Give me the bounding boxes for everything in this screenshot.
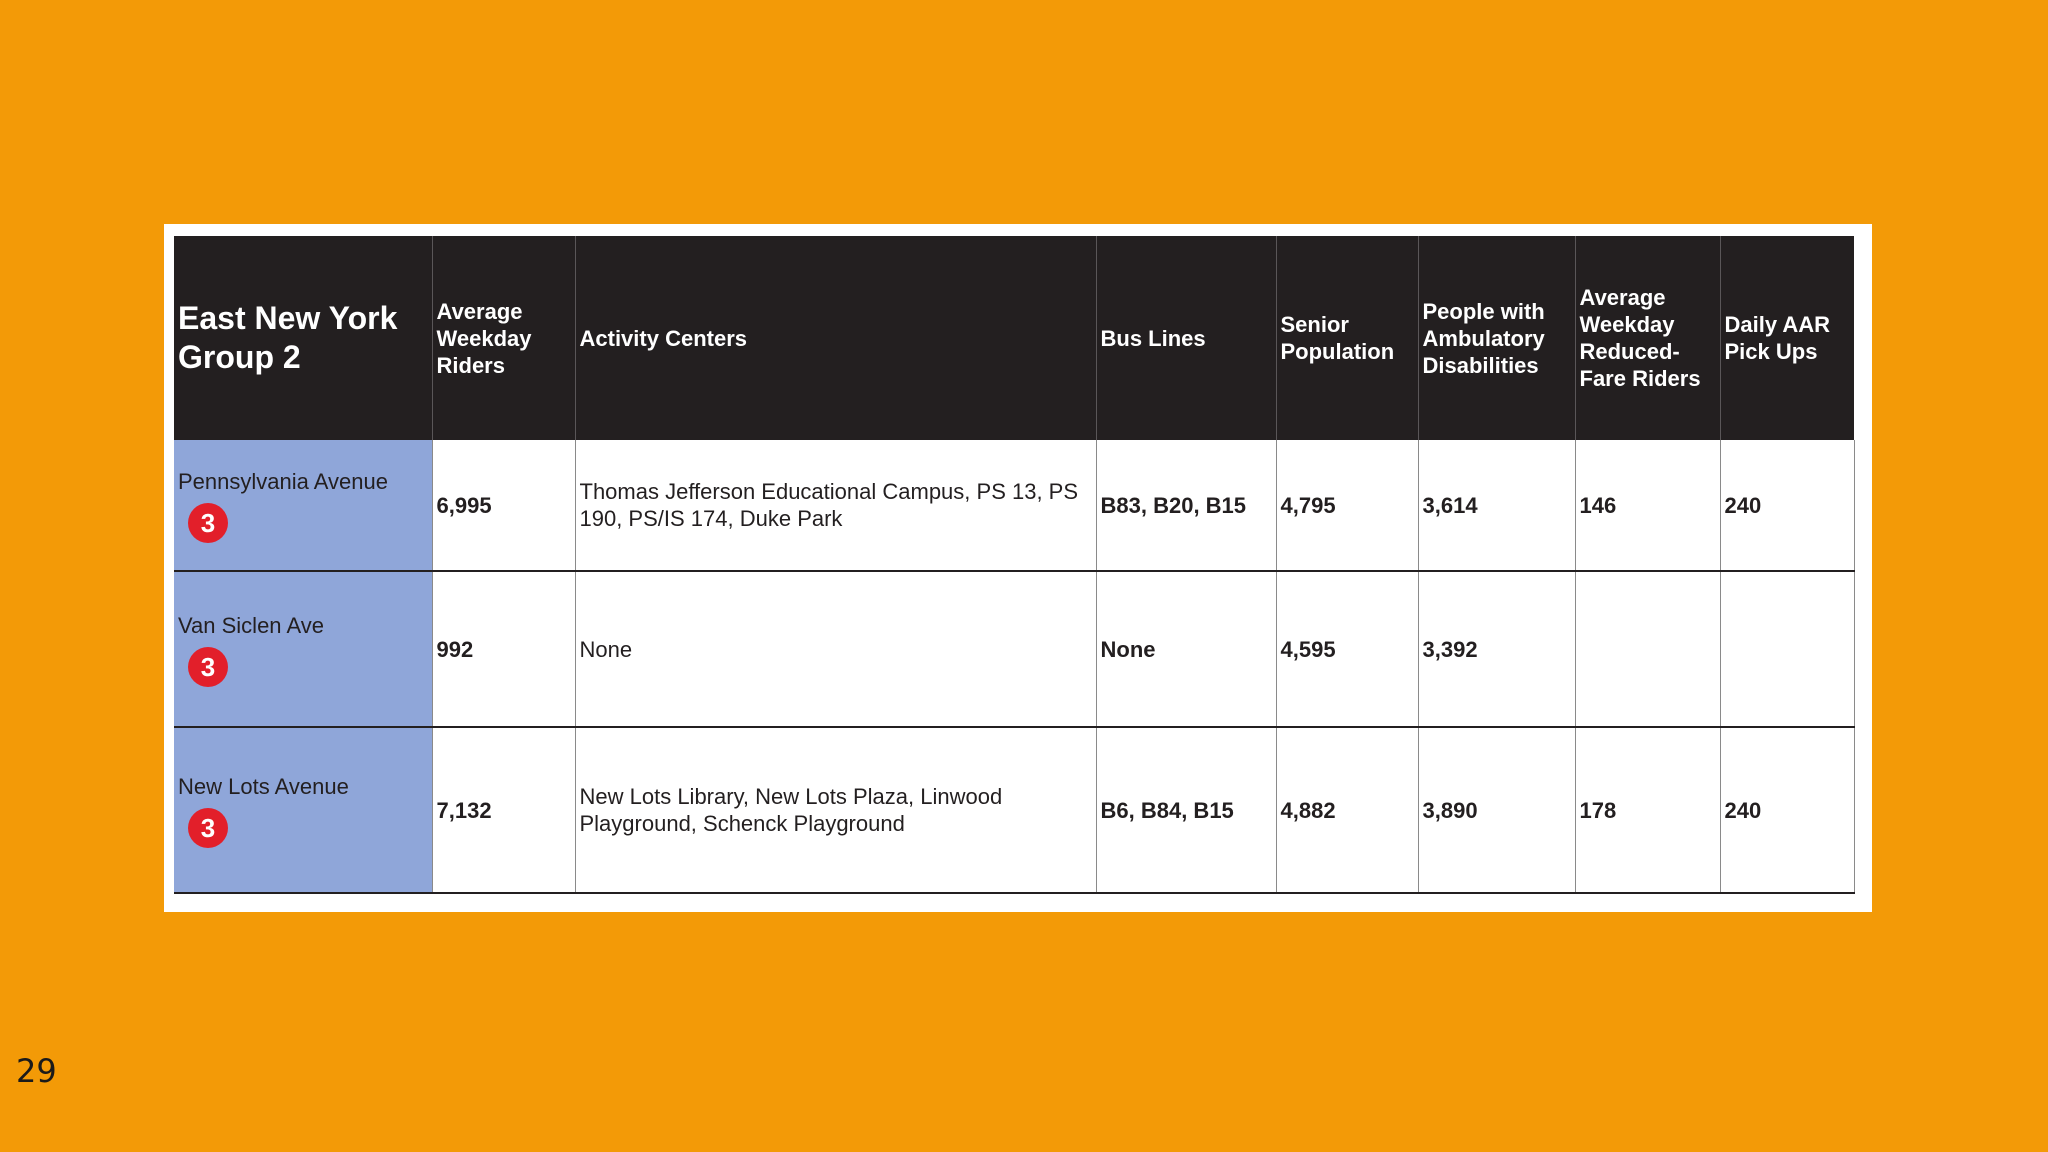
bus-lines-cell: B6, B84, B15 — [1096, 727, 1276, 893]
station-data-table — [174, 236, 1855, 894]
table-row — [174, 727, 1854, 893]
header-senior-population: Senior Population — [1276, 236, 1418, 440]
route-3-bullet-icon: 3 — [188, 808, 228, 848]
route-3-bullet-icon: 3 — [188, 503, 228, 543]
reduced-fare-riders-cell: 146 — [1575, 440, 1720, 571]
header-average-weekday-riders: Average Weekday Riders — [432, 236, 575, 440]
table-row — [174, 440, 1854, 571]
station-name: Van Siclen Ave — [178, 612, 324, 638]
ambulatory-disabilities-cell: 3,392 — [1418, 571, 1575, 727]
riders-cell: 7,132 — [432, 727, 575, 893]
station-cell — [174, 440, 432, 571]
senior-population-cell: 4,595 — [1276, 571, 1418, 727]
table-card — [164, 224, 1872, 912]
activity-centers-cell: Thomas Jefferson Educational Campus, PS 13, PS 190, PS/IS 174, Duke Park — [575, 440, 1096, 571]
senior-population-cell: 4,795 — [1276, 440, 1418, 571]
station-name: Pennsylvania Avenue — [178, 468, 388, 494]
route-3-bullet-icon: 3 — [188, 647, 228, 687]
group-title: East New York Group 2 — [174, 236, 432, 440]
riders-cell: 992 — [432, 571, 575, 727]
station-cell — [174, 727, 432, 893]
aar-pick-ups-cell: 240 — [1720, 440, 1854, 571]
header-bus-lines: Bus Lines — [1096, 236, 1276, 440]
station-name: New Lots Avenue — [178, 773, 349, 799]
senior-population-cell: 4,882 — [1276, 727, 1418, 893]
reduced-fare-riders-cell: 178 — [1575, 727, 1720, 893]
reduced-fare-riders-cell — [1575, 571, 1720, 727]
riders-cell: 6,995 — [432, 440, 575, 571]
table-row — [174, 571, 1854, 727]
station-cell — [174, 571, 432, 727]
bus-lines-cell: B83, B20, B15 — [1096, 440, 1276, 571]
aar-pick-ups-cell — [1720, 571, 1854, 727]
activity-centers-cell: None — [575, 571, 1096, 727]
header-activity-centers: Activity Centers — [575, 236, 1096, 440]
table-header-row — [174, 236, 1854, 440]
header-reduced-fare-riders: Average Weekday Reduced-Fare Riders — [1575, 236, 1720, 440]
header-daily-aar-pick-ups: Daily AAR Pick Ups — [1720, 236, 1854, 440]
ambulatory-disabilities-cell: 3,614 — [1418, 440, 1575, 571]
activity-centers-cell: New Lots Library, New Lots Plaza, Linwood Playground, Schenck Playground — [575, 727, 1096, 893]
bus-lines-cell: None — [1096, 571, 1276, 727]
aar-pick-ups-cell: 240 — [1720, 727, 1854, 893]
page-number: 29 — [16, 1052, 57, 1090]
ambulatory-disabilities-cell: 3,890 — [1418, 727, 1575, 893]
header-ambulatory-disabilities: People with Ambulatory Disabilities — [1418, 236, 1575, 440]
